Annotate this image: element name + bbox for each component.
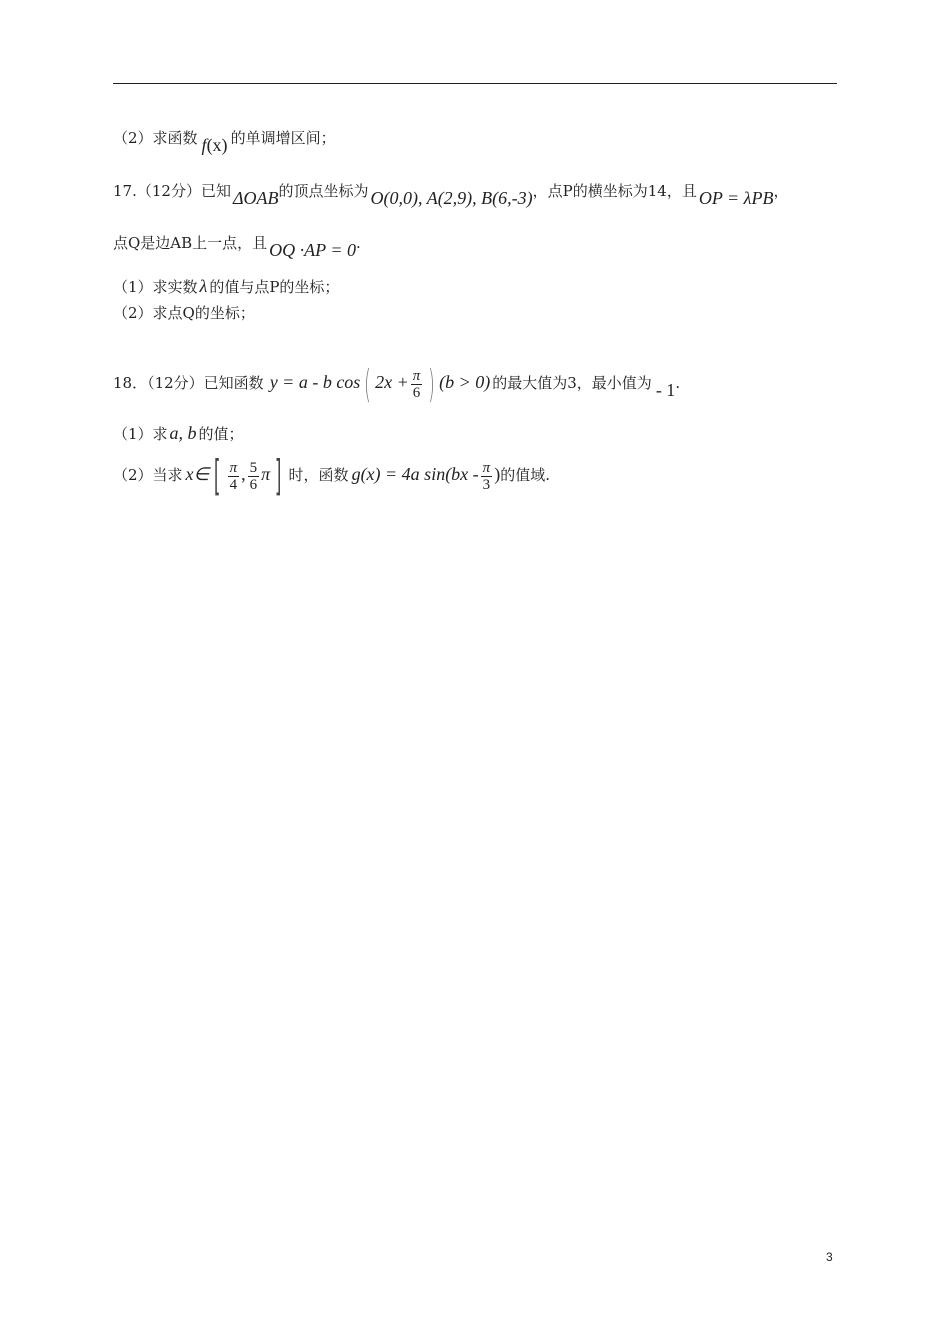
q17-part1-suffix: 的值与点P的坐标； <box>209 278 340 296</box>
q18-left-bracket: [ <box>214 451 221 500</box>
q18-lo-frac <box>228 460 240 493</box>
q17-coords: O(0,0), A(2,9), B(6,-3) <box>370 188 533 208</box>
q18-x-in: x∈ <box>185 464 210 484</box>
q18-hi-pi: π <box>261 464 271 484</box>
q18-line1 <box>113 356 680 408</box>
q17-part1-prefix: （1）求实数 <box>113 278 198 296</box>
q16-part2-label: （2）求函数 <box>113 129 198 147</box>
q18-condition: (b > 0) <box>439 372 491 392</box>
q18-min-val: - 1 <box>655 380 676 400</box>
q18-vars: a, b <box>169 423 197 443</box>
q16-part2 <box>113 127 336 155</box>
q16-func-arg: (x) <box>206 135 228 155</box>
q18-part2-prefix: （2）当求 <box>113 466 183 484</box>
q17-text1: 的顶点坐标为 <box>278 182 369 200</box>
q18-hi-den: 6 <box>249 476 258 493</box>
q16-part2-suffix: 的单调增区间； <box>230 129 336 147</box>
q18-part2-suffix: 的值域. <box>500 466 550 484</box>
q17-line2-text: 点Q是边AB上一点，且 <box>113 234 268 252</box>
q18-close-paren: ) <box>494 464 501 484</box>
q18-text-max: 的最大值为3，最小值为 <box>492 374 652 392</box>
q18-pi-over-6 <box>411 368 423 401</box>
q17-part2-text: （2）求点Q的坐标； <box>113 304 255 322</box>
q18-part1-prefix: （1）求 <box>113 425 168 443</box>
q17-dot-eq: OQ ·AP = 0 <box>269 240 356 260</box>
q18-hi-frac <box>248 460 260 493</box>
q18-sep: , <box>241 464 246 484</box>
q18-right-bracket: ] <box>275 451 282 500</box>
q17-text2: ，点P的横坐标为14，且 <box>532 182 697 200</box>
q18-period: . <box>675 374 681 392</box>
q18-p-den: 3 <box>482 476 491 493</box>
header-rule <box>113 83 837 84</box>
q18-inner-left: 2x + <box>375 372 409 392</box>
q17-triangle: ΔOAB <box>232 188 279 208</box>
q18-hi-num: 5 <box>249 459 258 476</box>
q18-part2 <box>113 450 550 498</box>
q18-pi-over-3 <box>481 460 493 493</box>
q18-right-paren: ) <box>428 362 436 406</box>
q18-part1 <box>113 423 244 444</box>
q18-number: 18．（12分）已知函数 <box>113 374 264 392</box>
q17-part1 <box>113 276 339 297</box>
q17-line2 <box>113 232 361 260</box>
q17-line1 <box>113 180 789 208</box>
q17-vector-eq: OP = λPB <box>698 188 774 208</box>
q18-mid-text: 时，函数 <box>288 466 349 484</box>
q18-part1-suffix: 的值； <box>198 425 244 443</box>
q18-frac-num: π <box>412 367 421 384</box>
q17-part2 <box>113 303 255 323</box>
q18-func-left: y = a - b cos <box>269 372 361 392</box>
q18-lo-num: π <box>229 459 238 476</box>
q18-p-num: π <box>482 459 491 476</box>
q17-period: . <box>355 234 361 252</box>
q18-left-paren: ( <box>364 362 372 406</box>
page-number: 3 <box>826 1250 833 1264</box>
q16-func-name: f <box>201 135 207 155</box>
q17-comma: ， <box>773 182 789 200</box>
q18-g-expr: g(x) = 4a sin(bx - <box>351 464 479 484</box>
q17-number: 17.（12分）已知 <box>113 182 231 200</box>
q17-lambda: λ <box>199 276 208 296</box>
q18-lo-den: 4 <box>229 476 238 493</box>
q18-frac-den: 6 <box>412 384 421 401</box>
